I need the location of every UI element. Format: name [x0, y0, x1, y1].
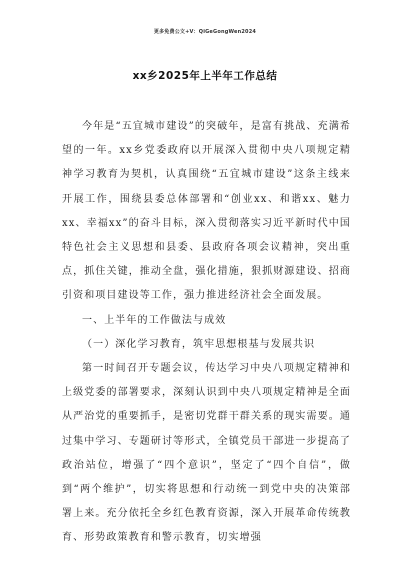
- section-heading: 一、上半年的工作做法与成效: [82, 314, 227, 326]
- paragraph-intro: 今年是“五宜城市建设”的突破年，是富有挑战、充满希望的一年。xx乡党委政府以开展深入贯彻中央八项规定精神学习教育为契机，认真围绕“五宜城市建设”这条主线来开展工作，围绕县委总体部署和“创业xx、和谐xx、魅力xx、幸福xx”的奋斗目标，深入贯彻落实习近平新时代中国特色社会主义思想和县委、县政府各项会议精神，突出重点，抓住关键，推动全盘，强化措施，狠抓财源建设、招商引资和项目建设等工作，强力推进经济社会全面发展。: [62, 121, 351, 302]
- paragraph-body: 第一时间召开专题会议，传达学习中央八项规定精神和上级党委的部署要求，深刻认识到中央八项规定精神是全面从严治党的重要抓手，是密切党群干群关系的现实需要。通过集中学习、专题研讨等形式，全镇党员干部进一步提高了政治站位，增强了“四个意识”，坚定了“四个自信”，做到“两个维护”，切实将思想和行动统一到党中央的决策部署上来。充分依托全乡红色教育资源，深入开展革命传统教育、形势政策教育和警示教育，切实增强: [62, 363, 351, 544]
- document-title: xx乡2025年上半年工作总结: [132, 70, 278, 82]
- subsection-heading: （一）深化学习教育，筑牢思想根基与发展共识: [82, 338, 316, 350]
- watermark-text: 更多免费公文+V：QiGeGongWen2024: [153, 29, 257, 35]
- document-body: [62, 115, 351, 551]
